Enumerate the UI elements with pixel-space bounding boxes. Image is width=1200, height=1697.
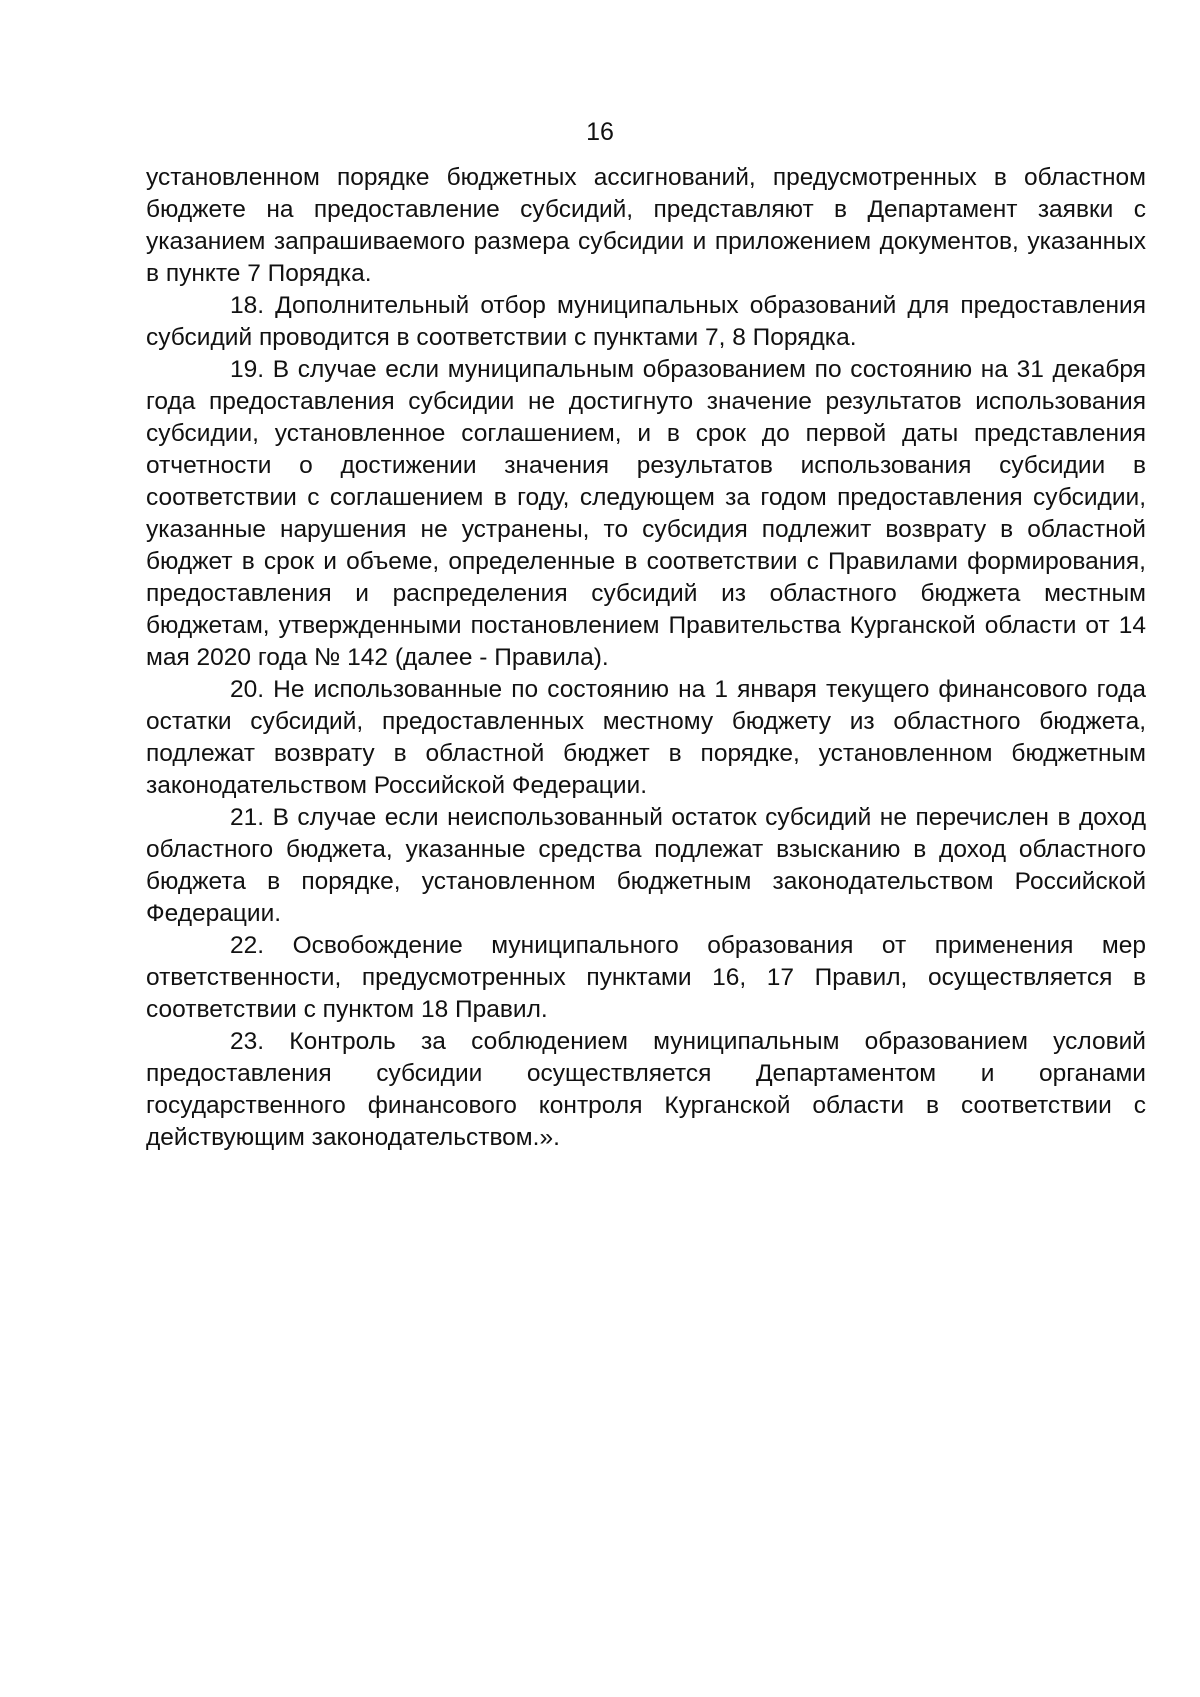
- paragraph-23: 23. Контроль за соблюдением муниципальным образованием условий предоставления субсидии осуществляется Департаментом и органами государственного финансового контроля Курганской области в соответствии с действующим законодательством.».: [146, 1028, 1146, 1151]
- document-body: [146, 162, 1146, 1154]
- page-number: 16: [586, 118, 614, 146]
- paragraph-18: 18. Дополнительный отбор муниципальных образований для предоставления субсидий проводится в соответствии с пунктами 7, 8 Порядка.: [146, 292, 1146, 351]
- paragraph-20: 20. Не использованные по состоянию на 1 января текущего финансового года остатки субсидий, предоставленных местному бюджету из областного бюджета, подлежат возврату в областной бюджет в порядке, установленном бюджетным законодательством Российской Федерации.: [146, 676, 1146, 799]
- paragraph-19: 19. В случае если муниципальным образованием по состоянию на 31 декабря года предоставления субсидии не достигнуто значение результатов использования субсидии, установленное соглашением, и в срок до первой даты представления отчетности о достижении значения результатов использования субсидии в соответствии с соглашением в году, следующем за годом предоставления субсидии, указанные нарушения не устранены, то субсидия подлежит возврату в областной бюджет в срок и объеме, определенные в соответствии с Правилами формирования, предоставления и распределения субсидий из областного бюджета местным бюджетам, утвержденными постановлением Правительства Курганской области от 14 мая 2020 года № 142 (далее - Правила).: [146, 356, 1146, 671]
- paragraph-21: 21. В случае если неиспользованный остаток субсидий не перечислен в доход областного бюджета, указанные средства подлежат взысканию в доход областного бюджета в порядке, установленном бюджетным законодательством Российской Федерации.: [146, 804, 1146, 927]
- paragraph-17-continued: установленном порядке бюджетных ассигнований, предусмотренных в областном бюджете на предоставление субсидий, представляют в Департамент заявки с указанием запрашиваемого размера субсидии и приложением документов, указанных в пункте 7 Порядка.: [146, 164, 1146, 287]
- paragraph-22: 22. Освобождение муниципального образования от применения мер ответственности, предусмотренных пунктами 16, 17 Правил, осуществляется в соответствии с пунктом 18 Правил.: [146, 932, 1146, 1023]
